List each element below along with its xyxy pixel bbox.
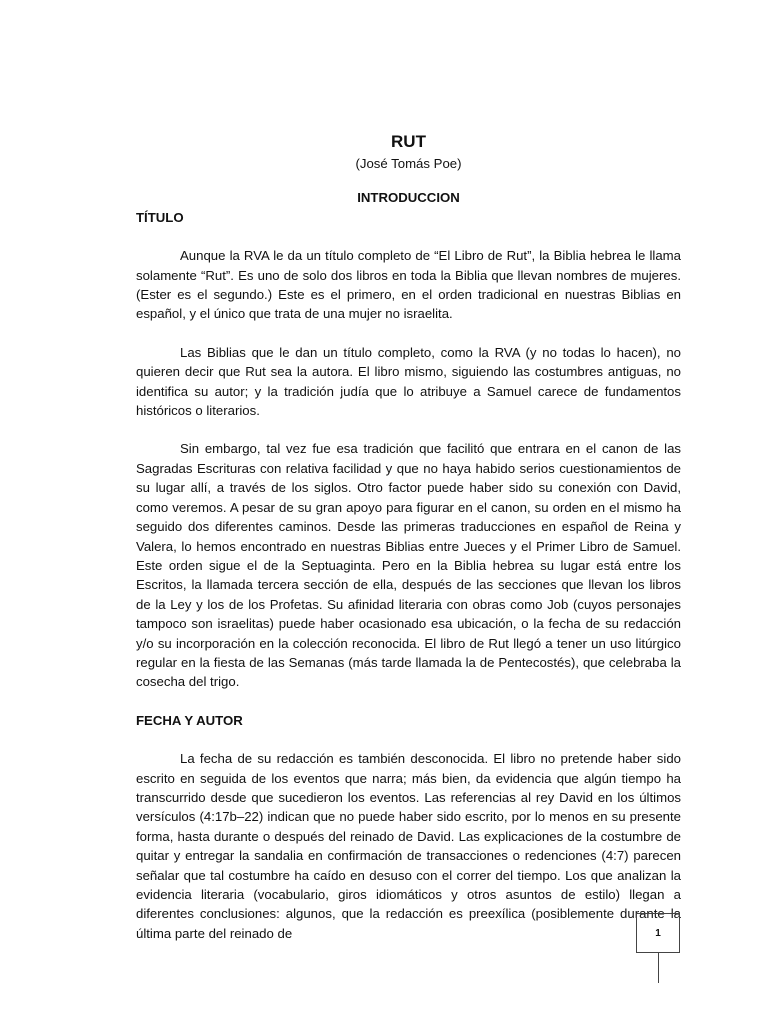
document-title: RUT (391, 132, 426, 151)
subheading-titulo: TÍTULO (136, 209, 184, 225)
paragraph-titulo-1: Aunque la RVA le da un título completo de “El Libro de Rut”, la Biblia hebrea le llama solamente “Rut”. Es uno de solo dos libros en toda la Biblia que llevan nombres de mujeres. (Ester es el segundo.) Este es el primero, en el orden tradicional en nuestras Biblias en español, y el único que trata de una mujer no israelita. (136, 248, 681, 322)
page-number-connector-line (658, 953, 659, 983)
document-author: (José Tomás Poe) (355, 156, 462, 171)
section-heading-introduccion: INTRODUCCION (357, 190, 460, 206)
subheading-fecha-y-autor: FECHA Y AUTOR (136, 712, 243, 728)
page-number: 1 (655, 927, 661, 939)
paragraph-titulo-3: Sin embargo, tal vez fue esa tradición que facilitó que entrara en el canon de las Sagradas Escrituras con relativa facilidad y que no haya habido serios cuestionamientos de su lugar allí, a través de los siglos. Otro factor puede haber sido su conexión con David, como veremos. A pesar de su gran apoyo para figurar en el canon, su orden en el mismo ha seguido dos diferentes caminos. Desde las primeras traducciones en español de Reina y Valera, lo hemos encontrado en nuestras Biblias entre Jueces y el Primer Libro de Samuel. Este orden sigue el de la Septuaginta. Pero en la Biblia hebrea su lugar está entre los Escritos, la llamada tercera sección de ella, después de las secciones que llevan los libros de la Ley y los de los Profetas. Su afinidad literaria con obras como Job (cuyos personajes tampoco son israelitas) puede haber ocasionado esa ubicación, o la fecha de su redacción y/o su incorporación en la colección reconocida. El libro de Rut llegó a tener un uso litúrgico regular en la fiesta de las Semanas (más tarde llamada la de Pentecostés), que celebraba la cosecha del trigo. (136, 441, 681, 690)
document-body (136, 131, 681, 943)
page-number-box (636, 913, 680, 953)
paragraph-titulo-2: Las Biblias que le dan un título completo, como la RVA (y no todas lo hacen), no quieren decir que Rut sea la autora. El libro mismo, siguiendo las costumbres antiguas, no identifica su autor; y la tradición judía que lo atribuye a Samuel carece de fundamentos históricos o literarios. (136, 344, 681, 419)
paragraph-fecha-1: La fecha de su redacción es también desconocida. El libro no pretende haber sido escrito en seguida de los eventos que narra; más bien, da evidencia que algún tiempo ha transcurrido desde que sucedieron los eventos. Las referencias al rey David en los últimos versículos (4:17b–22) indican que no puede haber sido escrito, por lo menos en su presente forma, hasta durante o después del reinado de David. Las explicaciones de la costumbre de quitar y entregar la sandalia en confirmación de transacciones o redenciones (4:7) parecen señalar que tal costumbre ha caído en desuso con el correr del tiempo. Los que analizan la evidencia literaria (vocabulario, giros idiomáticos y otros asuntos de estilo) llegan a diferentes conclusiones: algunos, que la redacción es preexílica (posiblemente durante la última parte del reinado de (136, 751, 681, 941)
